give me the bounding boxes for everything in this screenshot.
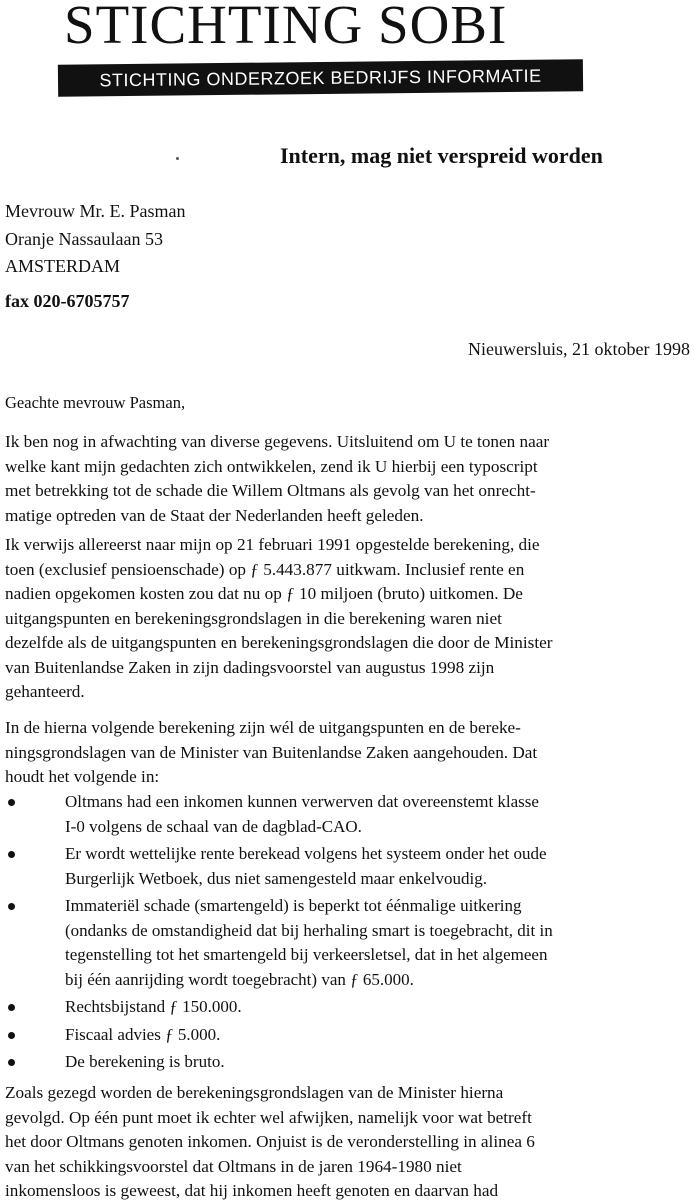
bullet-icon — [8, 903, 15, 910]
list-item-line: De berekening is bruto. — [65, 1052, 225, 1071]
list-item — [5, 842, 689, 891]
paragraph-4 — [5, 1081, 689, 1204]
recipient-city: AMSTERDAM — [5, 256, 121, 276]
paragraph-line: het door Oltmans genoten inkomen. Onjuist is de veronderstelling in alinea 6 — [5, 1132, 535, 1151]
paragraph-2 — [5, 533, 689, 705]
list-item — [5, 790, 689, 839]
paragraph-line: gehanteerd. — [5, 682, 85, 701]
bullet-icon — [8, 1059, 15, 1066]
paragraph-line: van het schikkingsvoorstel dat Oltmans in de jaren 1964-1980 niet — [5, 1156, 462, 1176]
list-item-line: Fiscaal advies ƒ 5.000. — [65, 1024, 221, 1044]
salutation: Geachte mevrouw Pasman, — [5, 393, 186, 412]
list-item-line: Burgerlijk Wetboek, dus niet samengesteld maar enkelvoudig. — [65, 868, 487, 888]
list-item-line: Er wordt wettelijke rente berekead volgens het systeem onder het oude — [65, 844, 547, 863]
paragraph-line: welke kant mijn gedachten zich ontwikkelen, zend ik U hierbij een typoscript — [5, 456, 538, 476]
paragraph-line: uitgangspunten en berekeningsgrondslagen in die berekening waren niet — [5, 608, 502, 628]
paragraph-line: Ik ben nog in afwachting van diverse gegevens. Uitsluitend om U te tonen naar — [5, 432, 550, 451]
paragraph-line: gevolgd. Op één punt moet ik echter wel afwijken, namelijk voor wat betreft — [5, 1107, 532, 1127]
letterhead-banner — [58, 59, 583, 96]
bullet-icon — [8, 1032, 15, 1039]
paragraph-line: dezelfde als de uitgangspunten en berekeningsgrondslagen die door de Minister — [5, 633, 553, 652]
paragraph-line: Ik verwijs allereerst naar mijn op 21 februari 1991 opgestelde berekening, die — [5, 535, 540, 554]
list-item-line: (ondanks de omstandigheid dat bij herhaling smart is toegebracht, dit in — [65, 920, 553, 940]
paragraph-line: matige optreden van de Staat der Nederlanden heeft geleden. — [5, 505, 424, 525]
bullet-icon — [8, 1004, 15, 1011]
list-item-line: tegenstelling tot het smartengeld bij verkeersletsel, dat in het algemeen — [65, 945, 548, 964]
paragraph-line: houdt het volgende in: — [5, 767, 160, 786]
list-item-line: Immateriël schade (smartengeld) is beperkt tot éénmalige uitkering — [65, 896, 522, 915]
recipient-address — [5, 198, 185, 281]
paragraph-line: In de hierna volgende berekening zijn wél de uitgangspunten en de bereke- — [5, 718, 521, 737]
list-item — [5, 995, 689, 1020]
confidential-notice: Intern, mag niet verspreid worden — [280, 143, 603, 168]
list-item-line: bij één aanrijding wordt toegebracht) van ƒ 65.000. — [65, 969, 414, 989]
paragraph-line: met betrekking tot de schade die Willem Oltmans als gevolg van het onrecht- — [5, 481, 536, 500]
list-item-line: Oltmans had een inkomen kunnen verwerven dat overeenstemt klasse — [65, 792, 539, 811]
letterhead-subtitle: STICHTING ONDERZOEK BEDRIJFS INFORMATIE — [99, 65, 542, 90]
paragraph-line: van Buitenlandse Zaken in zijn dadingsvoorstel van augustus 1998 zijn — [5, 657, 495, 677]
list-item-line: I-0 volgens de schaal van de dagblad-CAO. — [65, 816, 362, 836]
scan-speck — [176, 157, 179, 160]
letterhead-title: STICHTING SOBI — [64, 0, 508, 55]
paragraph-3 — [5, 716, 689, 790]
recipient-name: Mevrouw Mr. E. Pasman — [5, 201, 186, 221]
bullet-icon — [8, 851, 15, 858]
paragraph-line: Zoals gezegd worden de berekeningsgrondslagen van de Minister hierna — [5, 1083, 504, 1102]
paragraph-line: ningsgrondslagen van de Minister van Buitenlandse Zaken aangehouden. Dat — [5, 742, 538, 762]
dateline: Nieuwersluis, 21 oktober 1998 — [468, 339, 690, 359]
paragraph-line: inkomensloos is geweest, dat hij inkomen heeft genoten en daarvan had — [5, 1181, 499, 1200]
list-item — [5, 1023, 689, 1048]
paragraph-line: nadien opgekomen kosten zou dat nu op ƒ 10 miljoen (bruto) uitkomen. De — [5, 584, 523, 603]
fax-number: fax 020-6705757 — [5, 291, 130, 311]
list-item-line: Rechtsbijstand ƒ 150.000. — [65, 997, 242, 1016]
list-item — [5, 894, 689, 992]
bullet-list — [5, 790, 689, 1078]
recipient-street: Oranje Nassaulaan 53 — [5, 228, 163, 249]
list-item — [5, 1050, 689, 1075]
paragraph-line: toen (exclusief pensioenschade) op ƒ 5.443.877 uitkwam. Inclusief rente en — [5, 559, 525, 579]
paragraph-1 — [5, 430, 689, 528]
bullet-icon — [8, 799, 15, 806]
